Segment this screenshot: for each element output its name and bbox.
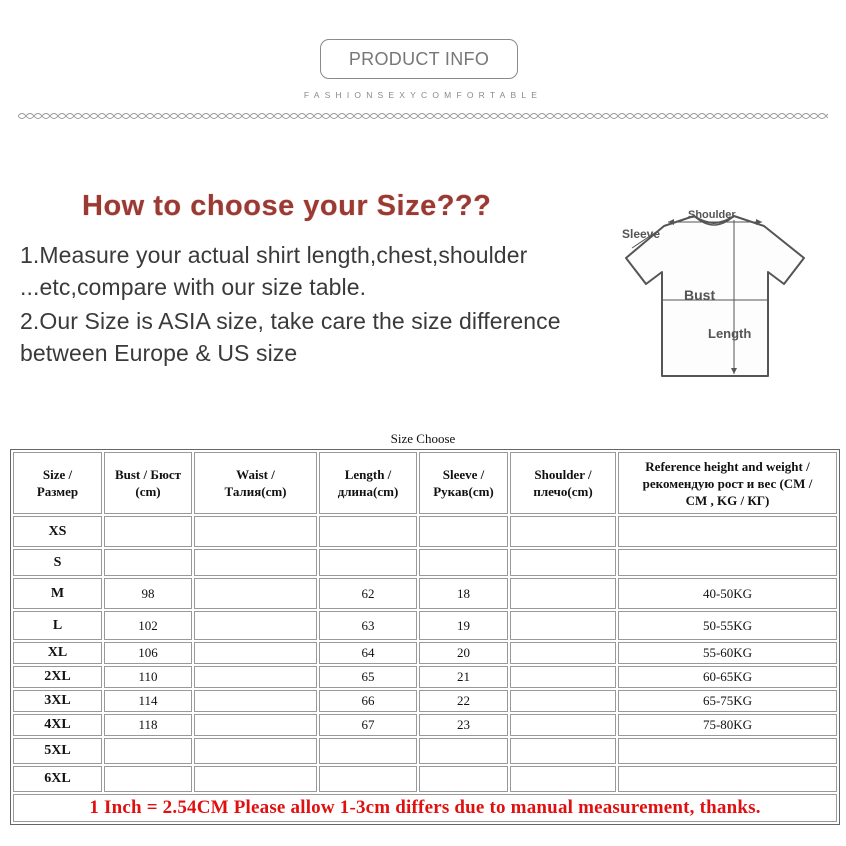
cell-bust (104, 738, 192, 764)
cell-shoulder (510, 690, 616, 712)
cell-shoulder (510, 666, 616, 688)
cell-bust: 110 (104, 666, 192, 688)
bust-label: Bust (684, 287, 716, 303)
header-waist (194, 452, 317, 514)
table-row (13, 714, 837, 736)
product-info-box (320, 39, 518, 79)
cell-reference: 50-55KG (618, 611, 837, 640)
table-row (13, 738, 837, 764)
cell-sleeve: 23 (419, 714, 508, 736)
header-sleeve-line: Рукав(cm) (433, 484, 494, 499)
cell-waist (194, 690, 317, 712)
cell-reference (618, 766, 837, 792)
instruction-line-1a: 1.Measure your actual shirt length,chest,shoulder (20, 242, 528, 268)
cell-bust: 106 (104, 642, 192, 664)
cell-bust (104, 516, 192, 547)
header-reference-height-weight-line: рекомендую рост и вес (CM / (642, 475, 813, 491)
cell-shoulder (510, 642, 616, 664)
cell-sleeve: 20 (419, 642, 508, 664)
header-reference-height-weight-line: CM , KG / КГ) (685, 492, 770, 508)
header-waist-line: Waist / (236, 467, 275, 482)
cell-shoulder (510, 549, 616, 576)
cell-reference: 55-60KG (618, 642, 837, 664)
cell-size: 5XL (13, 738, 102, 764)
cell-shoulder (510, 578, 616, 609)
cell-waist (194, 714, 317, 736)
instruction-line-2b: between Europe & US size (20, 340, 298, 366)
table-note-row (13, 794, 837, 822)
measurement-note: 1 Inch = 2.54CM Please allow 1-3cm differs due to manual measurement, thanks. (13, 794, 837, 822)
table-row (13, 690, 837, 712)
header-length-line: Length / (344, 467, 392, 482)
header-size (13, 452, 102, 514)
cell-length (319, 516, 417, 547)
cell-reference (618, 516, 837, 547)
instruction-line-2a: 2.Our Size is ASIA size, take care the size difference (20, 308, 561, 334)
length-label: Length (708, 326, 752, 341)
cell-sleeve (419, 738, 508, 764)
cell-shoulder (510, 516, 616, 547)
header-sleeve (419, 452, 508, 514)
cell-length (319, 766, 417, 792)
sleeve-label: Sleeve (622, 227, 661, 241)
cell-sleeve: 22 (419, 690, 508, 712)
cell-waist (194, 516, 317, 547)
cell-size: 6XL (13, 766, 102, 792)
header-bust-line: (cm) (135, 484, 161, 499)
size-guide-title: How to choose your Size??? (82, 190, 492, 222)
cell-size: S (13, 549, 102, 576)
cell-size: XS (13, 516, 102, 547)
cell-length: 62 (319, 578, 417, 609)
cell-reference: 75-80KG (618, 714, 837, 736)
size-chart-table (10, 449, 840, 825)
header-length-line: длина(cm) (337, 484, 399, 499)
header-bust (104, 452, 192, 514)
tshirt-measurement-diagram (612, 200, 812, 385)
cell-reference (618, 738, 837, 764)
cell-bust: 102 (104, 611, 192, 640)
cell-size: XL (13, 642, 102, 664)
product-info-label: PRODUCT INFO (348, 48, 490, 69)
table-caption: Size Choose (390, 431, 456, 446)
header-shoulder (510, 452, 616, 514)
cell-reference: 60-65KG (618, 666, 837, 688)
cell-size: M (13, 578, 102, 609)
tagline: FASHIONSEXYCOMFORTABLE (303, 90, 543, 100)
table-header-row (13, 452, 837, 514)
cell-bust: 118 (104, 714, 192, 736)
cell-length: 67 (319, 714, 417, 736)
instruction-line-1b: ...etc,compare with our size table. (20, 274, 367, 300)
cell-shoulder (510, 714, 616, 736)
cell-waist (194, 738, 317, 764)
cell-size: 4XL (13, 714, 102, 736)
cell-bust: 98 (104, 578, 192, 609)
cell-size: 2XL (13, 666, 102, 688)
cell-reference (618, 549, 837, 576)
header-shoulder-line: Shoulder / (534, 467, 592, 482)
cell-waist (194, 578, 317, 609)
cell-waist (194, 549, 317, 576)
header-shoulder-line: плечо(cm) (533, 484, 593, 499)
table-row (13, 578, 837, 609)
cell-waist (194, 766, 317, 792)
header-size-line: Size / (42, 467, 73, 482)
cell-sleeve (419, 766, 508, 792)
table-row (13, 549, 837, 576)
cell-length: 65 (319, 666, 417, 688)
header-reference-height-weight (618, 452, 837, 514)
cell-bust (104, 549, 192, 576)
header-bust-line: Bust / Бюст (114, 467, 182, 482)
cell-waist (194, 666, 317, 688)
table-row (13, 611, 837, 640)
cell-waist (194, 611, 317, 640)
cell-shoulder (510, 611, 616, 640)
header-size-line: Размер (36, 484, 79, 499)
cell-length (319, 549, 417, 576)
cell-length: 66 (319, 690, 417, 712)
table-row (13, 642, 837, 664)
header-waist-line: Талия(cm) (224, 484, 287, 499)
cell-length (319, 738, 417, 764)
header-length (319, 452, 417, 514)
cell-shoulder (510, 766, 616, 792)
table-row (13, 666, 837, 688)
shoulder-label: Shoulder (688, 209, 736, 221)
cell-bust: 114 (104, 690, 192, 712)
wave-divider (18, 109, 828, 123)
table-row (13, 516, 837, 547)
cell-sleeve (419, 549, 508, 576)
cell-waist (194, 642, 317, 664)
header-reference-height-weight-line: Reference height and weight / (645, 458, 810, 474)
table-row (13, 766, 837, 792)
header-sleeve-line: Sleeve / (442, 467, 485, 482)
cell-sleeve: 21 (419, 666, 508, 688)
cell-length: 64 (319, 642, 417, 664)
cell-sleeve (419, 516, 508, 547)
cell-shoulder (510, 738, 616, 764)
cell-sleeve: 18 (419, 578, 508, 609)
cell-length: 63 (319, 611, 417, 640)
cell-size: L (13, 611, 102, 640)
cell-size: 3XL (13, 690, 102, 712)
cell-sleeve: 19 (419, 611, 508, 640)
cell-reference: 65-75KG (618, 690, 837, 712)
cell-bust (104, 766, 192, 792)
cell-reference: 40-50KG (618, 578, 837, 609)
